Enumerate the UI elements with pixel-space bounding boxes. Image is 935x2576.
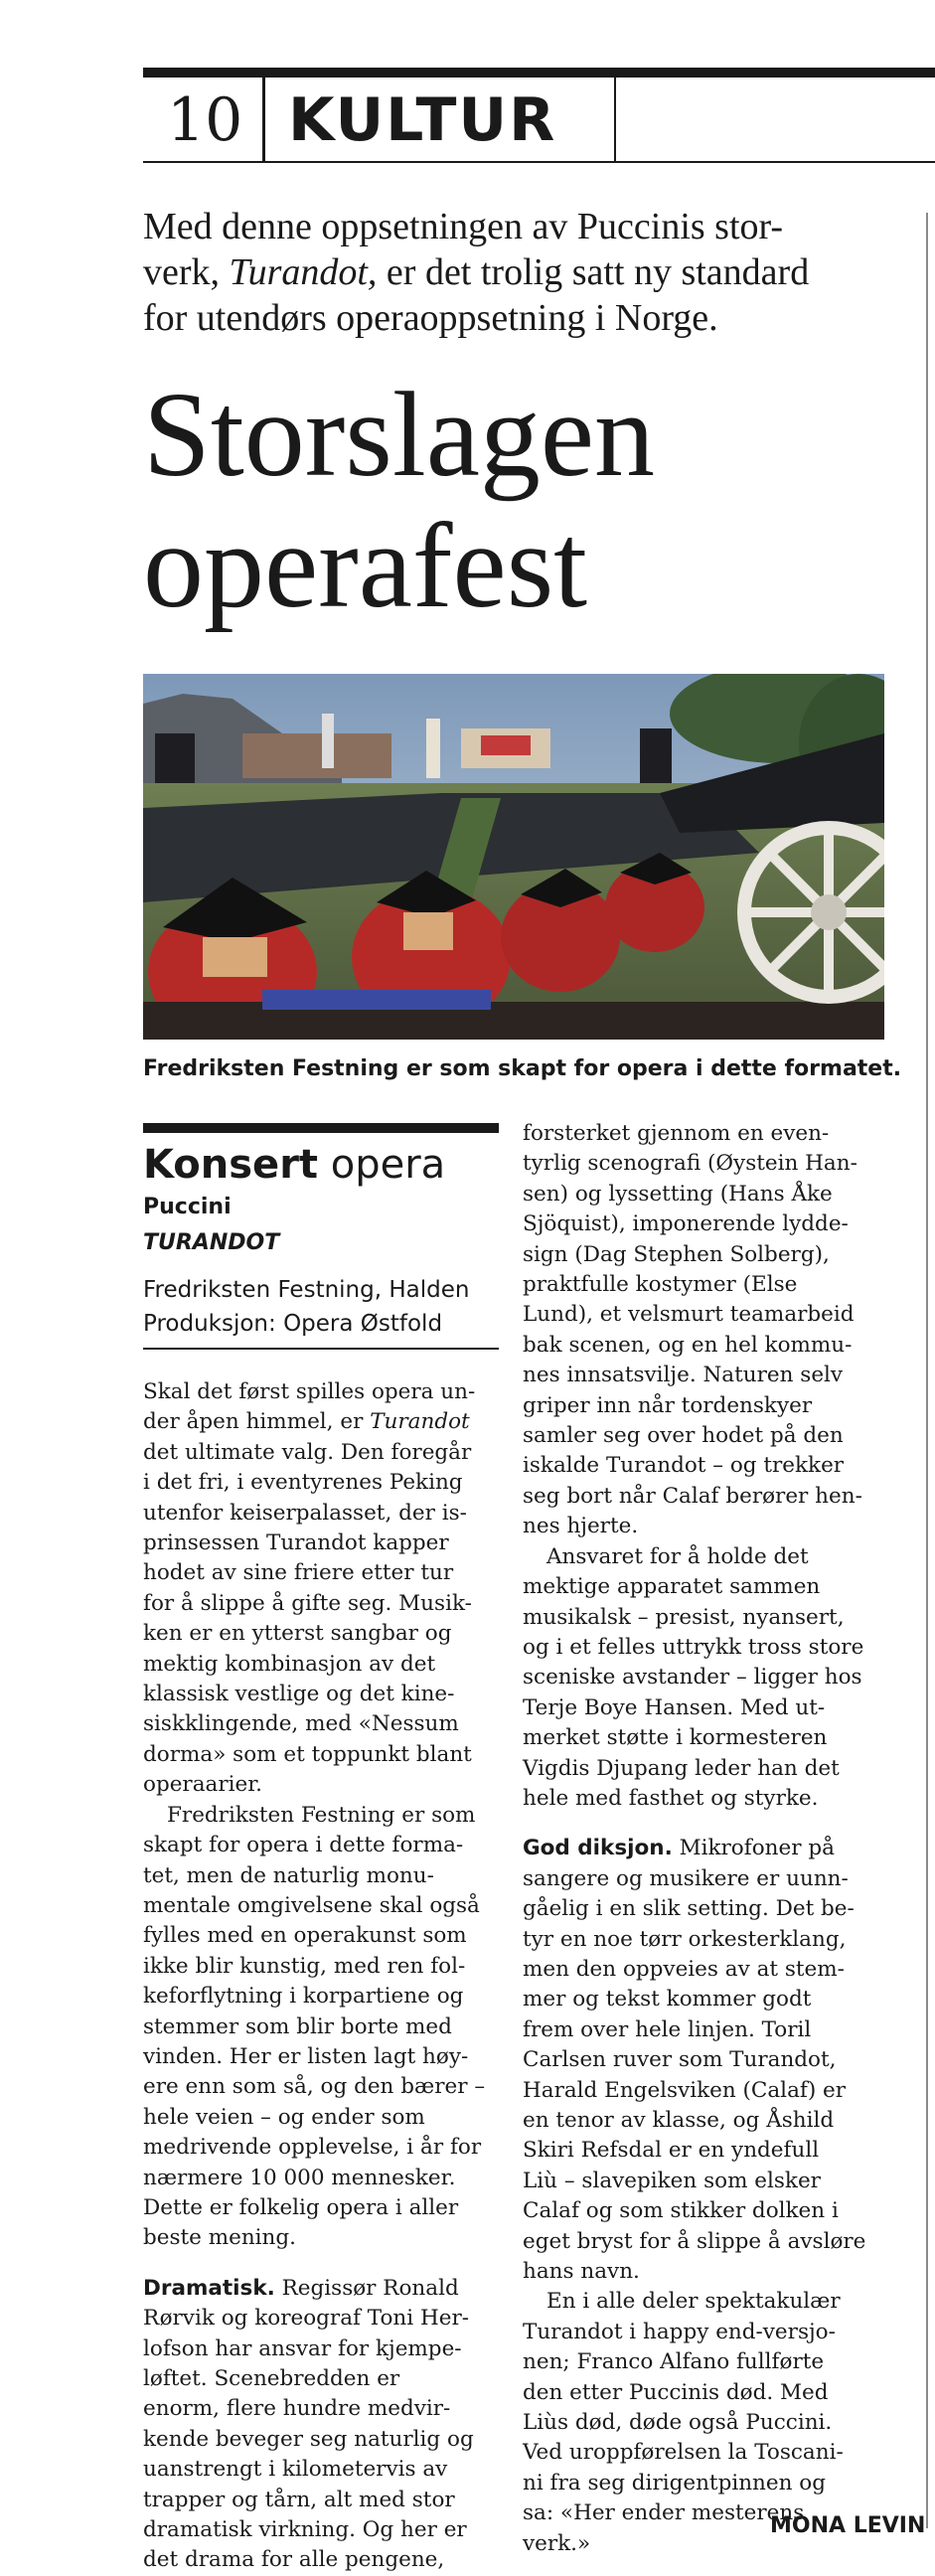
article-line: nes hjerte. xyxy=(523,1514,639,1539)
review-work-title: TURANDOT xyxy=(143,1230,280,1255)
review-composer: Puccini xyxy=(143,1195,232,1219)
article-line: nes innsatsvilje. Naturen selv xyxy=(523,1363,844,1388)
article-line: Skiri Refsdal er en yndefull xyxy=(523,2138,820,2164)
article-line: eget bryst for å slippe å avsløre xyxy=(523,2228,866,2254)
intro-text xyxy=(143,204,908,341)
article-line: hele med fasthet og styrke. xyxy=(523,1785,819,1811)
article-line: Harald Engelsviken (Calaf) er xyxy=(523,2077,847,2103)
article-line: sign (Dag Stephen Solberg), xyxy=(523,1241,830,1267)
article-line: God diksjon. Mikrofoner på xyxy=(523,1836,835,1861)
article-line: dramatisk virkning. Og her er xyxy=(143,2517,467,2543)
article-line: Calaf og som stikker dolken i xyxy=(523,2198,839,2224)
article-line: prinsessen Turandot kapper xyxy=(143,1530,449,1556)
article-line: bak scenen, og en hel kommu- xyxy=(523,1332,853,1358)
review-category-bold: Konsert xyxy=(143,1142,319,1188)
article-line: tet, men de naturlig monu- xyxy=(143,1862,434,1888)
page-number: 10 xyxy=(167,85,243,155)
article-line: vinden. Her er listen lagt høy- xyxy=(143,2043,469,2069)
header-divider xyxy=(614,78,616,161)
column-rule xyxy=(926,213,928,2528)
review-category xyxy=(143,1141,445,1189)
article-line: seg bort når Calaf berører hen- xyxy=(523,1483,862,1509)
article-line: det drama for alle pengene, xyxy=(143,2547,445,2573)
article-line: Turandot i happy end-versjo- xyxy=(523,2319,836,2344)
article-line: sangere og musikere er uunn- xyxy=(523,1865,849,1891)
article-line: løftet. Scenebredden er xyxy=(143,2366,400,2391)
article-line: dorma» som et toppunkt blant xyxy=(143,1741,472,1767)
article-line: medrivende opplevelse, i år for xyxy=(143,2135,482,2161)
photo-caption: Fredriksten Festning er som skapt for opera i dette formatet. xyxy=(143,1056,902,1081)
article-line: samler seg over hodet på den xyxy=(523,1423,844,1449)
review-box-rule xyxy=(143,1123,499,1133)
article-line: operaarier. xyxy=(143,1772,262,1798)
article-line: Ansvaret for å holde det xyxy=(546,1543,809,1569)
article-line: tyrlig scenografi (Øystein Han- xyxy=(523,1151,857,1177)
article-line: mektig kombinasjon av det xyxy=(143,1651,436,1677)
article-line: Vigdis Djupang leder han det xyxy=(523,1755,840,1781)
article-line: Liùs død, døde også Puccini. xyxy=(523,2410,833,2436)
article-line: Carlsen ruver som Turandot, xyxy=(523,2047,837,2073)
article-line: tyr en noe tørr orkesterklang, xyxy=(523,1926,847,1952)
article-line: keforflytning i korpartiene og xyxy=(143,1984,464,2010)
article-line: beste mening. xyxy=(143,2225,296,2251)
article-line: frem over hele linjen. Toril xyxy=(523,2016,812,2042)
article-line: musikalsk – presist, nyansert, xyxy=(523,1604,845,1630)
article-line: hans navn. xyxy=(523,2259,640,2285)
headline xyxy=(143,370,918,632)
article-line: nærmere 10 000 mennesker. xyxy=(143,2165,456,2190)
article-line: kende beveger seg naturlig og xyxy=(143,2426,474,2452)
byline: MONA LEVIN xyxy=(770,2513,926,2538)
article-line: i det fri, i eventyrenes Peking xyxy=(143,1470,463,1496)
header-bottom-rule xyxy=(143,161,935,163)
headline-line: Storslagen xyxy=(143,368,656,502)
review-venue: Fredriksten Festning, Halden xyxy=(143,1277,470,1303)
review-category-rest: opera xyxy=(318,1142,446,1188)
article-line: skapt for opera i dette forma- xyxy=(143,1833,464,1858)
article-line: griper inn når tordenskyer xyxy=(523,1392,813,1418)
article-line: iskalde Turandot – og trekker xyxy=(523,1453,845,1479)
article-line: uanstrengt i kilometervis av xyxy=(143,2457,448,2483)
article-line: lofson har ansvar for kjempe- xyxy=(143,2335,462,2361)
article-line: klassisk vestlige og det kine- xyxy=(143,1682,455,1707)
headline-line: operafest xyxy=(143,499,588,633)
article-line: Ved uroppførelsen la Toscani- xyxy=(523,2440,844,2466)
article-photo xyxy=(143,674,884,1040)
article-line: Sjöquist), imponerende lydde- xyxy=(523,1211,849,1237)
article-line: det ultimate valg. Den foregår xyxy=(143,1439,472,1465)
subheading: Dramatisk. xyxy=(143,2275,275,2301)
italic-title: Turandot xyxy=(370,1409,470,1435)
intro-line: for utendørs operaoppsetning i Norge. xyxy=(143,297,718,339)
article-line: utenfor keiserpalasset, der is- xyxy=(143,1500,467,1526)
photo-illustration xyxy=(143,674,884,1040)
article-line: merket støtte i kormesteren xyxy=(523,1725,828,1751)
review-box-underline xyxy=(143,1348,499,1350)
article-line: verk.» xyxy=(523,2530,591,2556)
article-line: Terje Boye Hansen. Med ut- xyxy=(523,1694,826,1720)
article-line: Lund), et velsmurt teamarbeid xyxy=(523,1302,855,1328)
article-line: sa: «Her ender mesterens xyxy=(523,2500,805,2526)
article-line: hodet av sine friere etter tur xyxy=(143,1560,454,1586)
article-line: ken er en ytterst sangbar og xyxy=(143,1621,452,1647)
article-line: En i alle deler spektakulær xyxy=(546,2289,841,2315)
subheading: God diksjon. xyxy=(523,1836,673,1861)
article-line: ikke blir kunstig, med ren fol- xyxy=(143,1953,466,1979)
paragraph-gap xyxy=(523,1814,920,1834)
article-line: sceniske avstander – ligger hos xyxy=(523,1665,862,1690)
review-production: Produksjon: Opera Østfold xyxy=(143,1311,443,1337)
article-line: Dramatisk. Regissør Ronald xyxy=(143,2275,459,2301)
article-line: enorm, flere hundre medvir- xyxy=(143,2396,451,2422)
article-line: og i et felles uttrykk tross store xyxy=(523,1634,864,1660)
intro-title: Turandot, xyxy=(229,251,378,293)
article-column-left xyxy=(143,1377,511,2576)
article-line: ere enn som så, og den bærer – xyxy=(143,2074,486,2100)
article-line: mektige apparatet sammen xyxy=(523,1574,821,1600)
article-line: en tenor av klasse, og Åshild xyxy=(523,2108,835,2133)
article-line: men den oppveies av at stem- xyxy=(523,1956,845,1982)
article-line: nen; Franco Alfano fullførte xyxy=(523,2349,825,2375)
article-line: trapper og tårn, alt med stor xyxy=(143,2487,455,2512)
article-column-right xyxy=(523,1119,920,2559)
article-line: fylles med en operakunst som xyxy=(143,1923,467,1949)
intro-line: verk, xyxy=(143,251,230,293)
article-line: sen) og lyssetting (Hans Åke xyxy=(523,1181,833,1207)
article-line: Liù – slavepiken som elsker xyxy=(523,2168,821,2193)
article-line: forsterket gjennom en even- xyxy=(523,1121,830,1146)
paragraph-gap xyxy=(143,2254,511,2274)
article-line: mentale omgivelsene skal også xyxy=(143,1892,480,1918)
article-line: ni fra seg dirigentpinnen og xyxy=(523,2470,827,2496)
article-line: Dette er folkelig opera i aller xyxy=(143,2194,459,2220)
article-line: Fredriksten Festning er som xyxy=(167,1802,476,1828)
article-line: for å slippe å gifte seg. Musik- xyxy=(143,1590,472,1616)
article-line: Skal det først spilles opera un- xyxy=(143,1379,476,1404)
header-rule xyxy=(143,68,935,78)
article-line: stemmer som blir borte med xyxy=(143,2013,452,2039)
article-line: mer og tekst kommer godt xyxy=(523,1987,812,2012)
intro-line: er det trolig satt ny standard xyxy=(377,251,810,293)
section-title: KULTUR xyxy=(288,85,557,155)
intro-line: Med denne oppsetningen av Puccinis stor- xyxy=(143,206,784,247)
article-line: den etter Puccinis død. Med xyxy=(523,2379,829,2405)
article-line: der åpen himmel, er Turandot xyxy=(143,1409,470,1435)
article-line: gåelig i en slik setting. Det be- xyxy=(523,1896,855,1922)
article-line: hele veien – og ender som xyxy=(143,2104,425,2130)
header-divider xyxy=(262,78,265,161)
article-line: Rørvik og koreograf Toni Her- xyxy=(143,2306,469,2332)
article-line: praktfulle kostymer (Else xyxy=(523,1272,798,1298)
article-line: siskklingende, med «Nessum xyxy=(143,1711,459,1737)
